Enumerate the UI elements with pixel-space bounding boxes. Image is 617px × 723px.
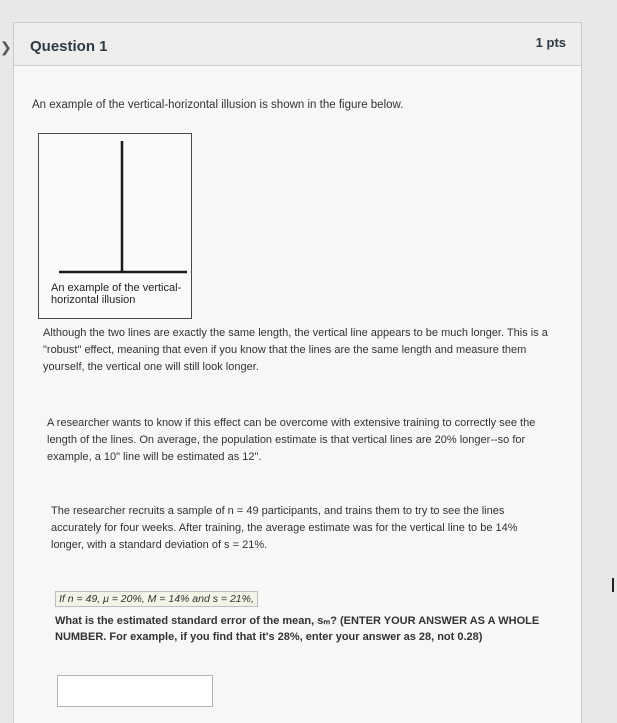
paragraph-sample-results: The researcher recruits a sample of n = 49 participants, and trains them to try to see the lines accurately for four weeks. After training, the average estimate was for the vertical line to be 14% longer, with a standard deviation of s = 21%.: [51, 505, 518, 551]
scroll-indicator: [612, 578, 614, 592]
question-points: 1 pts: [535, 35, 566, 50]
answer-input[interactable]: [57, 675, 213, 707]
question-card: [13, 22, 582, 723]
question-prompt: What is the estimated standard error of the mean, sₘ? (ENTER YOUR ANSWER AS A WHOLE NUMBER. For example, if you find that it's 28%, enter your answer as 28, not 0.28): [55, 615, 540, 643]
question-header: [14, 23, 581, 66]
illusion-diagram: [39, 134, 191, 279]
figure-caption: An example of the vertical-horizontal illusion: [51, 282, 182, 306]
chevron-right-icon[interactable]: ❯: [0, 39, 12, 55]
paragraph-illusion-description: Although the two lines are exactly the same length, the vertical line appears to be much longer. This is a "robust" effect, meaning that even if you know that the lines are the same length and measure them yourself, the vertical one will still look longer.: [43, 327, 548, 373]
illusion-figure: [38, 133, 192, 319]
given-values: If n = 49, μ = 20%, M = 14% and s = 21%,: [55, 591, 258, 607]
paragraph-research-question: A researcher wants to know if this effect can be overcome with extensive training to correctly see the length of the lines. On average, the population estimate is that vertical lines are 20% longer--so for example, a 10" line will be estimated as 12".: [47, 417, 536, 463]
intro-text: An example of the vertical-horizontal illusion is shown in the figure below.: [32, 99, 404, 111]
question-title: Question 1: [30, 38, 108, 55]
